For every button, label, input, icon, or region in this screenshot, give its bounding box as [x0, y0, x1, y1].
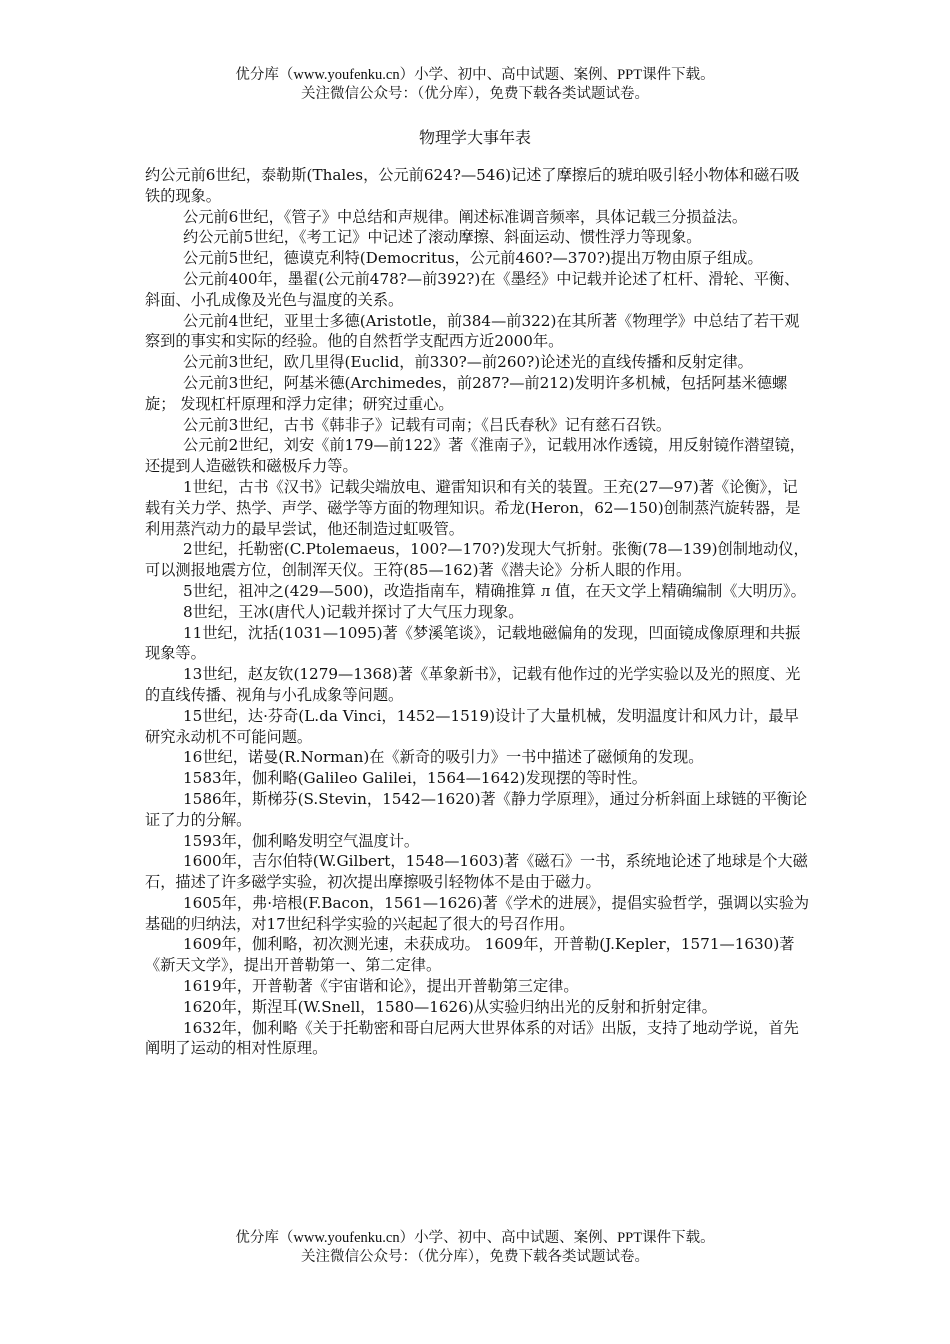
paragraph: 公元前3世纪，古书《韩非子》记载有司南；《吕氏春秋》记有慈石召铁。: [183, 415, 672, 434]
page-footer: [0, 1229, 950, 1267]
paragraph: 13世纪，赵友钦(1279—1368)著《革象新书》，记载有他作过的光学实验以及光的照度、光的直线传播、视角与小孔成象等问题。: [145, 665, 801, 704]
paragraph: 公元前5世纪，德谟克利特(Democritus，公元前460?—370?)提出万物由原子组成。: [183, 249, 763, 268]
paragraph: 1586年，斯梯芬(S.Stevin，1542—1620)著《静力学原理》，通过分析斜面上球链的平衡论证了力的分解。: [145, 789, 808, 829]
header-line-1: 优分库（www.youfenku.cn）小学、初中、高中试题、案例、PPT课件下载。: [235, 67, 715, 83]
paragraph: 公元前2世纪，刘安《前179—前122》著《淮南子》，记载用冰作透镜，用反射镜作潜望镜，还提到人造磁铁和磁极斥力等。: [145, 436, 805, 476]
paragraph: 1600年，吉尔伯特(W.Gilbert，1548—1603)著《磁石》一书，系统地论述了地球是个大磁石，描述了许多磁学实验，初次提出摩擦吸引轻物体不是由于磁力。: [145, 852, 808, 892]
paragraph: 约公元前6世纪，泰勒斯(Thales，公元前624?—546)记述了摩擦后的琥珀吸引轻小物体和磁石吸铁的现象。: [145, 166, 800, 205]
paragraph: 公元前400年，墨翟(公元前478?—前392?)在《墨经》中记载并论述了杠杆、滑轮、平衡、斜面、小孔成像及光色与温度的关系。: [145, 269, 800, 309]
paragraph: 公元前4世纪，亚里士多德(Aristotle，前384—前322)在其所著《物理学》中总结了若干观察到的事实和实际的经验。他的自然哲学支配西方近2000年。: [145, 311, 800, 351]
footer-line-2: 关注微信公众号：（优分库），免费下载各类试题试卷。: [301, 1249, 649, 1265]
paragraph: 1世纪，古书《汉书》记载尖端放电、避雷知识和有关的装置。王充(27—97)著《论衡》，记载有关力学、热学、声学、磁学等方面的物理知识。希龙(Heron，62—150)创制蒸汽旋转器，是利用蒸汽动力的最早尝试，他还制造过虹吸管。: [145, 477, 801, 538]
page-header: [0, 66, 950, 104]
paragraph: 1609年，伽利略，初次测光速，未获成功。 1609年，开普勒(J.Kepler，1571—1630)著《新天文学》，提出开普勒第一、第二定律。: [145, 935, 795, 975]
paragraph: 2世纪，托勒密(C.Ptolemaeus，100?—170?)发现大气折射。张衡(78—139)创制地动仪，可以测报地震方位，创制浑天仪。王符(85—162)著《潜夫论》分析人眼的作用。: [145, 540, 809, 580]
paragraph: 公元前3世纪，欧几里得(Euclid，前330?—前260?)论述光的直线传播和反射定律。: [183, 353, 753, 372]
paragraph: 8世纪，王冰(唐代人)记载并探讨了大气压力现象。: [183, 602, 524, 621]
document-body: [145, 165, 810, 1059]
paragraph: 公元前6世纪，《管子》中总结和声规律。阐述标准调音频率，具体记载三分损益法。: [183, 207, 748, 226]
paragraph: 1632年，伽利略《关于托勒密和哥白尼两大世界体系的对话》出版，支持了地动学说，首先阐明了运动的相对性原理。: [145, 1018, 799, 1058]
document-title: 物理学大事年表: [418, 128, 531, 147]
paragraph: 1593年，伽利略发明空气温度计。: [183, 831, 420, 850]
paragraph: 公元前3世纪，阿基米德(Archimedes，前287?—前212)发明许多机械，包括阿基米德螺旋； 发现杠杆原理和浮力定律；研究过重心。: [145, 373, 788, 413]
paragraph: 11世纪，沈括(1031—1095)著《梦溪笔谈》，记载地磁偏角的发现，凹面镜成像原理和共振现象等。: [145, 623, 801, 663]
paragraph: 约公元前5世纪，《考工记》中记述了滚动摩擦、斜面运动、惯性浮力等现象。: [183, 228, 702, 247]
paragraph: 5世纪，祖冲之(429—500)，改造指南车，精确推算 л 值，在天文学上精确编制《大明历》。: [183, 581, 806, 600]
paragraph: 1605年，弗·培根(F.Bacon，1561—1626)著《学术的进展》，提倡实验哲学，强调以实验为基础的归纳法，对17世纪科学实验的兴起起了很大的号召作用。: [145, 893, 810, 933]
paragraph: 1583年，伽利略(Galileo Galilei，1564—1642)发现摆的等时性。: [183, 769, 647, 788]
paragraph: 16世纪，诺曼(R.Norman)在《新奇的吸引力》一书中描述了磁倾角的发现。: [183, 748, 704, 767]
paragraph: 1619年，开普勒著《宇宙谐和论》，提出开普勒第三定律。: [183, 977, 579, 996]
paragraph: 1620年，斯涅耳(W.Snell，1580—1626)从实验归纳出光的反射和折射定律。: [183, 997, 717, 1016]
paragraph: 15世纪，达·芬奇(L.da Vinci，1452—1519)设计了大量机械，发明温度计和风力计，最早研究永动机不可能问题。: [145, 706, 799, 746]
header-line-2: 关注微信公众号：（优分库），免费下载各类试题试卷。: [301, 86, 649, 102]
footer-line-1: 优分库（www.youfenku.cn）小学、初中、高中试题、案例、PPT课件下载。: [235, 1230, 715, 1246]
